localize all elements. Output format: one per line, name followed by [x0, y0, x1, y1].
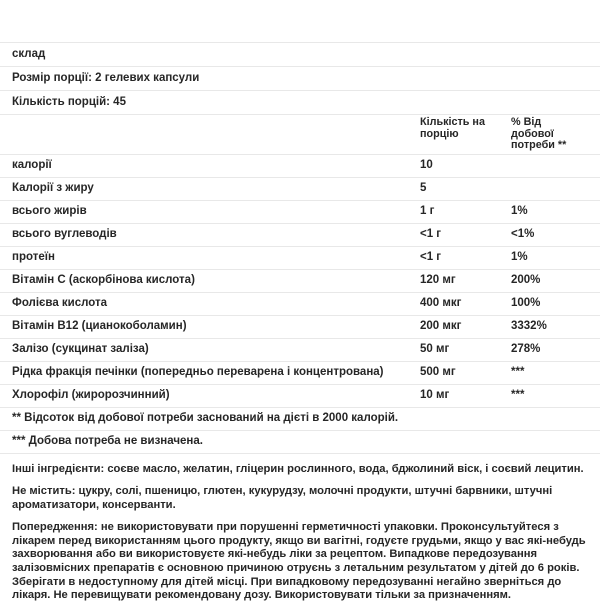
- nutrient-label: Калорії з жиру: [12, 182, 94, 194]
- nutrient-amount: 10: [420, 159, 433, 171]
- nutrient-amount: 120 мг: [420, 274, 456, 286]
- nutrient-amount: 400 мкг: [420, 297, 462, 309]
- dv-not-established-footnote: *** Добова потреба не визначена.: [0, 431, 600, 454]
- nutrient-label: протеїн: [12, 251, 55, 263]
- nutrient-amount: 200 мкг: [420, 320, 462, 332]
- nutrient-dv: 100%: [511, 297, 541, 309]
- nutrient-label: Рідка фракція печінки (попередньо переварена і концентрована): [12, 366, 384, 378]
- table-row: [0, 178, 600, 201]
- does-not-contain-paragraph: Не містить: цукру, солі, пшеницю, глютен, кукурудзу, молочні продукти, штучні барвники, штучні ароматизатори, консерванти.: [12, 485, 553, 511]
- table-row: [0, 270, 600, 293]
- servings-per-container: Кількість порцій: 45: [0, 91, 600, 115]
- nutrient-amount: <1 г: [420, 228, 442, 240]
- nutrient-amount: 50 мг: [420, 343, 450, 355]
- table-row: [0, 201, 600, 224]
- table-row: [0, 224, 600, 247]
- nutrient-dv: 200%: [511, 274, 541, 286]
- daily-value-column-header: % Від добової потреби **: [511, 116, 567, 151]
- nutrient-amount: 1 г: [420, 205, 435, 217]
- nutrient-dv: 1%: [511, 251, 528, 263]
- nutrient-label: Фолієва кислота: [12, 297, 108, 309]
- section-title: склад: [0, 42, 600, 67]
- nutrient-dv: 1%: [511, 205, 528, 217]
- nutrient-dv: ***: [511, 389, 525, 401]
- nutrient-amount: <1 г: [420, 251, 442, 263]
- warning-paragraph: Попередження: не використовувати при порушенні герметичності упаковки. Проконсультуйтеся з лікарем перед використанням цього продукту, якщо ви вагітні, годуєте грудьми, якщо у вас які-небудь захворювання або ви використовуєте які-небудь ліки за рецептом. Випадкове передозування залізовмісних препаратів є основною причиною отруєнь з летальним результатом у дітей до 6 років. Зберігати в недоступному для дітей місці. При випадковому передозуванні негайно зверніться до лікаря. Не перевищувати рекомендовану дозу. Використовувати тільки за призначенням.: [12, 521, 586, 602]
- table-row: [0, 339, 600, 362]
- nutrient-label: всього вуглеводів: [12, 228, 117, 240]
- nutrient-dv: 3332%: [511, 320, 547, 332]
- nutrient-label: калорії: [12, 159, 52, 171]
- table-row: [0, 385, 600, 408]
- nutrient-label: всього жирів: [12, 205, 87, 217]
- nutrient-label: Залізо (сукцинат заліза): [12, 343, 149, 355]
- nutrient-label: Вітамін C (аскорбінова кислота): [12, 274, 195, 286]
- table-row: [0, 362, 600, 385]
- serving-size: Розмір порції: 2 гелевих капсули: [0, 67, 600, 91]
- nutrient-label: Хлорофіл (жиророзчинний): [12, 389, 170, 401]
- nutrient-dv: 278%: [511, 343, 541, 355]
- nutrient-amount: 5: [420, 182, 427, 194]
- nutrient-amount: 500 мг: [420, 366, 456, 378]
- nutrient-label: Вітамін B12 (цианокоболамин): [12, 320, 187, 332]
- table-header-row: [0, 115, 600, 155]
- amount-column-header: Кількість на порцію: [420, 116, 485, 140]
- table-row: [0, 247, 600, 270]
- other-ingredients-paragraph: Інші інгредієнти: соєве масло, желатин, гліцерин рослинного, вода, бджолиний віск, і соєвий лецитин.: [12, 462, 584, 475]
- nutrient-dv: <1%: [511, 228, 535, 240]
- nutrient-dv: ***: [511, 366, 525, 378]
- table-row: [0, 155, 600, 178]
- nutrient-amount: 10 мг: [420, 389, 450, 401]
- table-row: [0, 293, 600, 316]
- table-row: [0, 316, 600, 339]
- daily-value-footnote: ** Відсоток від добової потреби заснований на дієті в 2000 калорій.: [0, 408, 600, 431]
